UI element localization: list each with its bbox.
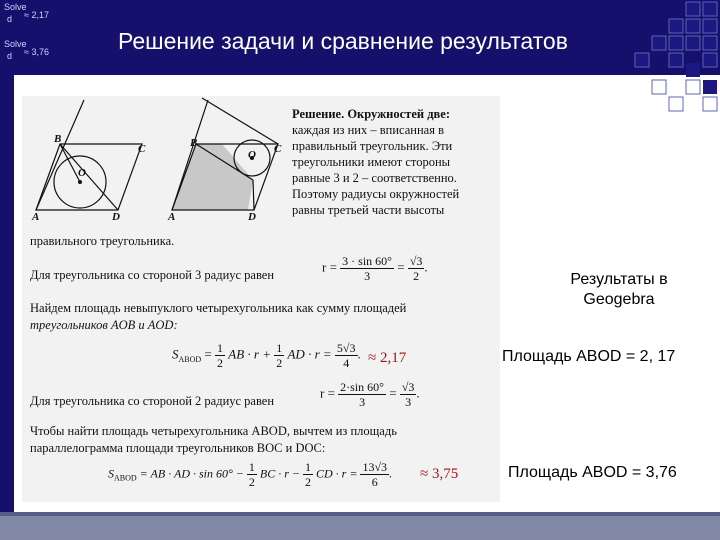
label-d: D (248, 211, 256, 223)
frac-den: 3 (364, 269, 371, 283)
label-d: D (112, 211, 120, 223)
formula-eq: = AB · AD · sin 60° − (139, 466, 244, 481)
label-o: O (248, 149, 256, 161)
label-b: B (190, 137, 198, 149)
text-line: Найдем площадь невыпуклого четырехугольника как сумму площадей (30, 301, 407, 315)
formula-lhs: r = (322, 259, 337, 275)
logo-approx: ≈ 2,17 (24, 10, 49, 20)
text-line: Для треугольника со стороной 2 радиус равен (30, 394, 275, 408)
frac-num: 13√3 (362, 460, 388, 474)
frac-den: 2 (413, 269, 420, 283)
frac-den: 2 (305, 475, 312, 489)
solution-line: Решение. Окружностей две: (292, 107, 450, 121)
label-c: C (274, 143, 282, 155)
frac-den: 6 (371, 475, 378, 489)
formula-sub: ABOD (178, 355, 202, 365)
frac-den: 3 (359, 395, 366, 409)
frac-num: √3 (401, 380, 415, 394)
solution-paragraph (292, 106, 459, 218)
frac-num: 1 (276, 341, 283, 355)
frac-den: 4 (343, 356, 350, 370)
formula-lhs: S (172, 346, 179, 362)
solution-line: правильный треугольник. Эти (292, 139, 453, 153)
logo-text: d (7, 51, 13, 61)
result-area-2: Площадь ABOD = 3,76 (508, 464, 677, 481)
label-c: C (138, 143, 146, 155)
frac-num: 2·sin 60° (340, 380, 384, 394)
frac-num: 1 (217, 341, 224, 355)
text-line: треугольников AOB и AOD: (30, 318, 178, 332)
approx-value-1: ≈ 2,17 (368, 350, 407, 366)
label-o: O (78, 167, 86, 179)
left-accent-bar (0, 75, 14, 540)
text-line: параллелограмма площади треугольников BOC и DOC: (30, 441, 326, 455)
solved-logo (4, 3, 68, 29)
solution-line: каждая из них – вписанная в (292, 123, 444, 137)
formula-term: CD · r = (316, 466, 358, 481)
frac-num: 1 (305, 460, 312, 474)
solution-line: Поэтому радиусы окружностей (292, 187, 460, 201)
solution-line: равные 3 и 2 – соответственно. (292, 171, 457, 185)
text-line: правильного треугольника. (30, 234, 175, 248)
area-formula-2: $S_{ABOD}$ = AB · AD · sin 60° − $\frac{1}{2}$ BC · r − $\frac{1}{2}$ CD · r = $\frac{13√3}{6}$ . (108, 460, 393, 489)
frac-num: 5√3 (336, 341, 356, 355)
solved-logo (4, 40, 68, 66)
solution-line: равны третьей части высоты (292, 203, 445, 217)
logo-text: Solve (4, 2, 27, 12)
solution-image (22, 96, 500, 502)
radius-formula-3: r = $\frac{3 \cdot \sin 60^\circ}{3}$ = $\frac{√3}{2}$ . (322, 254, 428, 283)
formula-sub: ABOD (114, 473, 137, 483)
label-b: B (54, 133, 62, 145)
results-heading: Результаты в Geogebra (570, 271, 668, 308)
frac-den: 3 (405, 395, 412, 409)
frac-den: 2 (217, 356, 224, 370)
logo-approx: ≈ 3,76 (24, 47, 49, 57)
formula-eq: = (204, 346, 212, 362)
frac-den: 2 (248, 475, 255, 489)
formula-term: AB · r + (228, 346, 271, 362)
frac-num: 1 (248, 460, 255, 474)
frac-num: 3 · sin 60° (342, 254, 392, 268)
formula-term: BC · r − (259, 466, 301, 481)
result-area-1: Площадь ABOD = 2, 17 (502, 348, 676, 365)
frac-num: √3 (409, 254, 423, 268)
formula-lhs: r = (320, 385, 335, 401)
formula-lhs: S (108, 466, 114, 481)
label-a: A (32, 211, 40, 223)
text-line: Чтобы найти площадь четырехугольника ABOD, вычтем из площадь (30, 424, 397, 438)
logo-text: Solve (4, 39, 27, 49)
label-a: A (168, 211, 176, 223)
footer-bar (0, 516, 720, 540)
approx-value-2: ≈ 3,75 (420, 466, 459, 482)
solution-line: треугольники имеют стороны (292, 155, 451, 169)
area-formula-1: $S_{ABOD}$ = $\frac{1}{2}$ AB · r + $\frac{1}{2}$ AD · r = $\frac{5√3}{4}$ . (172, 341, 361, 370)
radius-formula-2: r = $\frac{2\cdot\sin 60^\circ}{3}$ = $\frac{√3}{3}$ . (320, 380, 420, 409)
decorative-grid (570, 0, 720, 120)
frac-den: 2 (276, 356, 283, 370)
logo-text: d (7, 14, 13, 24)
text-line: Для треугольника со стороной 3 радиус равен (30, 268, 275, 282)
page-title: Решение задачи и сравнение результатов (118, 28, 568, 54)
formula-term: AD · r = (287, 346, 332, 362)
